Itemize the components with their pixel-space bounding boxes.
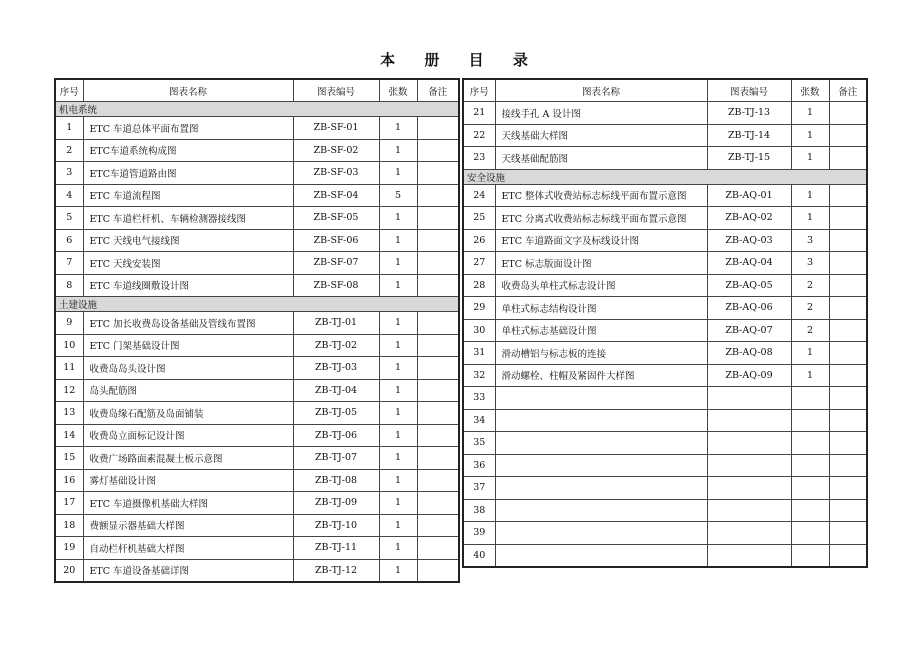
row-name: ETC车道系统构成图 bbox=[83, 139, 293, 162]
table-row bbox=[463, 297, 867, 320]
section-row bbox=[55, 102, 459, 117]
row-sheets: 1 bbox=[379, 447, 417, 470]
row-name bbox=[495, 409, 707, 432]
row-sheets: 1 bbox=[379, 312, 417, 335]
row-name: 收费岛头单柱式标志设计图 bbox=[495, 274, 707, 297]
row-remark bbox=[829, 319, 867, 342]
row-name: ETC 车道路面文字及标线设计图 bbox=[495, 229, 707, 252]
header-seq: 序号 bbox=[55, 79, 83, 102]
row-remark bbox=[417, 559, 459, 582]
row-seq: 21 bbox=[463, 102, 495, 125]
header-code: 图表编号 bbox=[707, 79, 791, 102]
table-row bbox=[55, 469, 459, 492]
row-code bbox=[707, 432, 791, 455]
row-name: 收费岛岛头设计图 bbox=[83, 357, 293, 380]
row-seq: 10 bbox=[55, 334, 83, 357]
row-remark bbox=[829, 364, 867, 387]
row-seq: 15 bbox=[55, 447, 83, 470]
section-label: 机电系统 bbox=[55, 102, 459, 117]
table-row bbox=[55, 229, 459, 252]
table-row bbox=[463, 499, 867, 522]
table-row bbox=[55, 537, 459, 560]
section-row bbox=[55, 297, 459, 312]
row-name: 单柱式标志基础设计图 bbox=[495, 319, 707, 342]
table-row bbox=[55, 402, 459, 425]
row-code: ZB-TJ-03 bbox=[293, 357, 379, 380]
table-row bbox=[55, 207, 459, 230]
row-code: ZB-SF-07 bbox=[293, 252, 379, 275]
row-name: ETC 标志版面设计图 bbox=[495, 252, 707, 275]
catalog-table-left bbox=[54, 78, 460, 583]
row-sheets: 1 bbox=[379, 492, 417, 515]
row-sheets bbox=[791, 454, 829, 477]
row-sheets: 1 bbox=[379, 559, 417, 582]
row-sheets: 2 bbox=[791, 274, 829, 297]
row-sheets: 2 bbox=[791, 297, 829, 320]
row-name: 接线手孔 A 设计图 bbox=[495, 102, 707, 125]
row-seq: 1 bbox=[55, 117, 83, 140]
section-label: 安全设施 bbox=[463, 169, 867, 184]
row-sheets: 1 bbox=[379, 207, 417, 230]
row-code: ZB-SF-01 bbox=[293, 117, 379, 140]
row-remark bbox=[829, 499, 867, 522]
row-remark bbox=[417, 402, 459, 425]
row-seq: 5 bbox=[55, 207, 83, 230]
header-remark: 备注 bbox=[829, 79, 867, 102]
row-sheets: 1 bbox=[791, 342, 829, 365]
header-code: 图表编号 bbox=[293, 79, 379, 102]
row-sheets: 1 bbox=[379, 252, 417, 275]
table-row bbox=[55, 184, 459, 207]
row-code: ZB-AQ-07 bbox=[707, 319, 791, 342]
row-remark bbox=[417, 312, 459, 335]
row-remark bbox=[829, 432, 867, 455]
row-remark bbox=[417, 357, 459, 380]
row-seq: 12 bbox=[55, 379, 83, 402]
row-sheets: 1 bbox=[379, 537, 417, 560]
table-row bbox=[55, 252, 459, 275]
row-seq: 13 bbox=[55, 402, 83, 425]
row-remark bbox=[417, 379, 459, 402]
row-remark bbox=[417, 229, 459, 252]
row-seq: 37 bbox=[463, 477, 495, 500]
row-sheets: 1 bbox=[379, 357, 417, 380]
row-code: ZB-TJ-12 bbox=[293, 559, 379, 582]
row-sheets: 1 bbox=[379, 379, 417, 402]
row-name: 收费岛缘石配筋及岛面铺装 bbox=[83, 402, 293, 425]
table-row bbox=[463, 124, 867, 147]
row-name: ETC 车道摄像机基础大样图 bbox=[83, 492, 293, 515]
row-name: 收费岛立面标记设计图 bbox=[83, 424, 293, 447]
row-seq: 17 bbox=[55, 492, 83, 515]
row-name bbox=[495, 432, 707, 455]
row-remark bbox=[417, 537, 459, 560]
row-remark bbox=[829, 252, 867, 275]
row-seq: 28 bbox=[463, 274, 495, 297]
row-seq: 35 bbox=[463, 432, 495, 455]
row-sheets: 1 bbox=[379, 162, 417, 185]
row-code: ZB-TJ-06 bbox=[293, 424, 379, 447]
row-code bbox=[707, 522, 791, 545]
row-seq: 39 bbox=[463, 522, 495, 545]
table-row bbox=[55, 424, 459, 447]
row-seq: 25 bbox=[463, 207, 495, 230]
table-row bbox=[463, 147, 867, 170]
table-row bbox=[463, 342, 867, 365]
table-row bbox=[463, 432, 867, 455]
row-code: ZB-TJ-08 bbox=[293, 469, 379, 492]
row-remark bbox=[829, 102, 867, 125]
table-row bbox=[463, 364, 867, 387]
row-name bbox=[495, 544, 707, 567]
row-code: ZB-TJ-15 bbox=[707, 147, 791, 170]
row-remark bbox=[417, 447, 459, 470]
row-code: ZB-SF-05 bbox=[293, 207, 379, 230]
row-remark bbox=[417, 139, 459, 162]
row-seq: 16 bbox=[55, 469, 83, 492]
row-sheets bbox=[791, 432, 829, 455]
row-name bbox=[495, 522, 707, 545]
table-row bbox=[463, 207, 867, 230]
row-code: ZB-AQ-08 bbox=[707, 342, 791, 365]
row-seq: 3 bbox=[55, 162, 83, 185]
row-code: ZB-AQ-01 bbox=[707, 184, 791, 207]
table-row bbox=[463, 229, 867, 252]
row-seq: 8 bbox=[55, 274, 83, 297]
section-label: 土建设施 bbox=[55, 297, 459, 312]
row-sheets: 1 bbox=[791, 364, 829, 387]
row-sheets bbox=[791, 522, 829, 545]
row-seq: 40 bbox=[463, 544, 495, 567]
row-code: ZB-AQ-05 bbox=[707, 274, 791, 297]
row-seq: 36 bbox=[463, 454, 495, 477]
row-remark bbox=[417, 117, 459, 140]
row-sheets: 1 bbox=[379, 334, 417, 357]
row-sheets: 1 bbox=[379, 117, 417, 140]
row-seq: 33 bbox=[463, 387, 495, 410]
row-code: ZB-TJ-09 bbox=[293, 492, 379, 515]
row-sheets bbox=[791, 409, 829, 432]
row-remark bbox=[417, 334, 459, 357]
row-name: ETC 车道总体平面布置图 bbox=[83, 117, 293, 140]
row-remark bbox=[417, 424, 459, 447]
table-row bbox=[463, 454, 867, 477]
row-seq: 14 bbox=[55, 424, 83, 447]
row-remark bbox=[417, 252, 459, 275]
row-name bbox=[495, 454, 707, 477]
row-code: ZB-AQ-02 bbox=[707, 207, 791, 230]
row-sheets: 1 bbox=[791, 147, 829, 170]
row-code: ZB-TJ-11 bbox=[293, 537, 379, 560]
row-name: ETC 车道流程图 bbox=[83, 184, 293, 207]
row-seq: 24 bbox=[463, 184, 495, 207]
row-seq: 34 bbox=[463, 409, 495, 432]
row-remark bbox=[829, 297, 867, 320]
row-code: ZB-SF-03 bbox=[293, 162, 379, 185]
row-remark bbox=[829, 522, 867, 545]
row-remark bbox=[829, 342, 867, 365]
row-remark bbox=[829, 207, 867, 230]
row-seq: 22 bbox=[463, 124, 495, 147]
row-code: ZB-SF-02 bbox=[293, 139, 379, 162]
row-name: 自动栏杆机基础大样图 bbox=[83, 537, 293, 560]
table-row bbox=[55, 312, 459, 335]
row-remark bbox=[829, 124, 867, 147]
table-row bbox=[463, 387, 867, 410]
table-row bbox=[55, 492, 459, 515]
row-seq: 20 bbox=[55, 559, 83, 582]
row-seq: 18 bbox=[55, 514, 83, 537]
row-code: ZB-SF-06 bbox=[293, 229, 379, 252]
header-name: 图表名称 bbox=[83, 79, 293, 102]
row-remark bbox=[417, 274, 459, 297]
row-code: ZB-AQ-09 bbox=[707, 364, 791, 387]
row-name: 滑动螺栓、柱帽及紧固件大样图 bbox=[495, 364, 707, 387]
header-sheets: 张数 bbox=[791, 79, 829, 102]
table-row bbox=[463, 522, 867, 545]
row-name: 滑动槽铝与标志板的连接 bbox=[495, 342, 707, 365]
row-seq: 31 bbox=[463, 342, 495, 365]
row-remark bbox=[829, 274, 867, 297]
row-seq: 38 bbox=[463, 499, 495, 522]
row-seq: 4 bbox=[55, 184, 83, 207]
row-name: ETC 天线安装图 bbox=[83, 252, 293, 275]
row-sheets: 1 bbox=[379, 274, 417, 297]
row-remark bbox=[417, 207, 459, 230]
row-remark bbox=[829, 477, 867, 500]
row-name: 费额显示器基础大样图 bbox=[83, 514, 293, 537]
row-remark bbox=[829, 409, 867, 432]
row-remark bbox=[829, 544, 867, 567]
row-seq: 9 bbox=[55, 312, 83, 335]
row-name: ETC 天线电气接线图 bbox=[83, 229, 293, 252]
table-row bbox=[55, 334, 459, 357]
row-seq: 7 bbox=[55, 252, 83, 275]
row-code: ZB-AQ-06 bbox=[707, 297, 791, 320]
row-seq: 6 bbox=[55, 229, 83, 252]
header-name: 图表名称 bbox=[495, 79, 707, 102]
header-remark: 备注 bbox=[417, 79, 459, 102]
row-code: ZB-TJ-05 bbox=[293, 402, 379, 425]
row-code: ZB-TJ-04 bbox=[293, 379, 379, 402]
row-remark bbox=[417, 514, 459, 537]
row-name: ETC 车道设备基础详图 bbox=[83, 559, 293, 582]
row-code bbox=[707, 544, 791, 567]
row-sheets bbox=[791, 477, 829, 500]
row-code: ZB-TJ-14 bbox=[707, 124, 791, 147]
row-code: ZB-AQ-03 bbox=[707, 229, 791, 252]
row-seq: 30 bbox=[463, 319, 495, 342]
catalog-table-right bbox=[462, 78, 868, 568]
row-sheets bbox=[791, 544, 829, 567]
row-remark bbox=[829, 454, 867, 477]
row-name: ETC 车道线圈敷设计图 bbox=[83, 274, 293, 297]
row-sheets: 1 bbox=[791, 124, 829, 147]
table-row bbox=[463, 544, 867, 567]
row-code: ZB-TJ-02 bbox=[293, 334, 379, 357]
row-name: 雾灯基础设计图 bbox=[83, 469, 293, 492]
row-seq: 29 bbox=[463, 297, 495, 320]
table-row bbox=[55, 357, 459, 380]
row-name: 岛头配筋图 bbox=[83, 379, 293, 402]
row-sheets: 3 bbox=[791, 229, 829, 252]
row-remark bbox=[829, 147, 867, 170]
row-seq: 27 bbox=[463, 252, 495, 275]
row-seq: 2 bbox=[55, 139, 83, 162]
row-name: 收费广场路面素混凝土板示意图 bbox=[83, 447, 293, 470]
row-seq: 19 bbox=[55, 537, 83, 560]
table-row bbox=[55, 274, 459, 297]
header-seq: 序号 bbox=[463, 79, 495, 102]
row-sheets: 5 bbox=[379, 184, 417, 207]
row-sheets: 3 bbox=[791, 252, 829, 275]
row-seq: 32 bbox=[463, 364, 495, 387]
page-title: 本 册 目 录 bbox=[380, 51, 540, 69]
table-row bbox=[55, 559, 459, 582]
row-seq: 23 bbox=[463, 147, 495, 170]
row-code: ZB-TJ-07 bbox=[293, 447, 379, 470]
row-name: 单柱式标志结构设计图 bbox=[495, 297, 707, 320]
row-remark bbox=[417, 492, 459, 515]
row-sheets: 1 bbox=[379, 139, 417, 162]
row-name: 天线基础大样图 bbox=[495, 124, 707, 147]
row-name: 天线基础配筋图 bbox=[495, 147, 707, 170]
row-sheets: 1 bbox=[379, 424, 417, 447]
row-sheets: 1 bbox=[791, 184, 829, 207]
row-name bbox=[495, 499, 707, 522]
table-row bbox=[463, 274, 867, 297]
row-code: ZB-TJ-10 bbox=[293, 514, 379, 537]
row-sheets: 1 bbox=[791, 207, 829, 230]
row-name: ETC 车道栏杆机、车辆检测器接线图 bbox=[83, 207, 293, 230]
row-remark bbox=[417, 469, 459, 492]
table-body-right bbox=[463, 102, 867, 568]
row-name bbox=[495, 477, 707, 500]
row-code bbox=[707, 477, 791, 500]
row-code bbox=[707, 409, 791, 432]
row-sheets: 1 bbox=[379, 514, 417, 537]
header-row bbox=[55, 79, 459, 102]
table-row bbox=[55, 162, 459, 185]
row-name: ETC车道管道路由图 bbox=[83, 162, 293, 185]
row-sheets: 1 bbox=[379, 402, 417, 425]
row-sheets: 2 bbox=[791, 319, 829, 342]
row-seq: 11 bbox=[55, 357, 83, 380]
table-row bbox=[55, 139, 459, 162]
row-sheets: 1 bbox=[379, 469, 417, 492]
table-row bbox=[463, 409, 867, 432]
row-remark bbox=[417, 184, 459, 207]
row-sheets: 1 bbox=[379, 229, 417, 252]
row-code: ZB-SF-08 bbox=[293, 274, 379, 297]
table-row bbox=[55, 514, 459, 537]
table-row bbox=[463, 184, 867, 207]
table-row bbox=[463, 477, 867, 500]
row-remark bbox=[829, 184, 867, 207]
table-row bbox=[463, 102, 867, 125]
table-row bbox=[463, 319, 867, 342]
table-row bbox=[55, 117, 459, 140]
row-code bbox=[707, 387, 791, 410]
table-row bbox=[55, 379, 459, 402]
table-row bbox=[463, 252, 867, 275]
row-seq: 26 bbox=[463, 229, 495, 252]
row-sheets bbox=[791, 499, 829, 522]
row-code: ZB-TJ-01 bbox=[293, 312, 379, 335]
row-code bbox=[707, 454, 791, 477]
section-row bbox=[463, 169, 867, 184]
header-row bbox=[463, 79, 867, 102]
row-name: ETC 整体式收费站标志标线平面布置示意图 bbox=[495, 184, 707, 207]
row-remark bbox=[417, 162, 459, 185]
row-remark bbox=[829, 387, 867, 410]
row-code: ZB-AQ-04 bbox=[707, 252, 791, 275]
row-name: ETC 分离式收费站标志标线平面布置示意图 bbox=[495, 207, 707, 230]
row-code bbox=[707, 499, 791, 522]
row-code: ZB-SF-04 bbox=[293, 184, 379, 207]
row-sheets bbox=[791, 387, 829, 410]
row-name: ETC 加长收费岛设备基础及管线布置图 bbox=[83, 312, 293, 335]
header-sheets: 张数 bbox=[379, 79, 417, 102]
row-sheets: 1 bbox=[791, 102, 829, 125]
row-name: ETC 门架基础设计图 bbox=[83, 334, 293, 357]
row-remark bbox=[829, 229, 867, 252]
table-body-left bbox=[55, 102, 459, 583]
row-name bbox=[495, 387, 707, 410]
table-row bbox=[55, 447, 459, 470]
row-code: ZB-TJ-13 bbox=[707, 102, 791, 125]
